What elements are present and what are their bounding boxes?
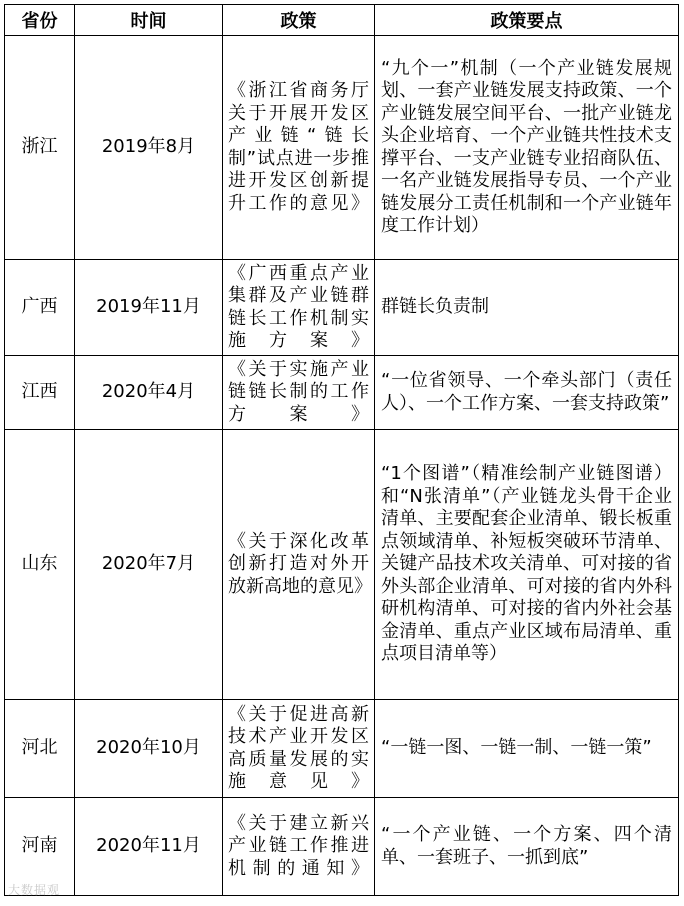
watermark-text: 大数据观 (8, 883, 61, 897)
policy-cell: 《关于建立新兴产业链工作推进机制的通知》 (223, 798, 375, 896)
table-row-hebei (5, 700, 679, 798)
province-cell: 河北 (5, 700, 75, 798)
province-cell: 江西 (5, 356, 75, 430)
table-row-jiangxi (5, 356, 679, 430)
header-policy-points: 政策要点 (375, 5, 679, 36)
time-cell: 2020年11月 (75, 798, 223, 896)
province-cell: 河南 (5, 798, 75, 896)
policy-points-cell: “九个一”机制（一个产业链发展规划、一套产业链发展支持政策、一个产业链发展空间平台、一批产业链龙头企业培育、一个产业链共性技术支撑平台、一支产业链专业招商队伍、一名产业链发展指导专员、一个产业链发展分工责任机制和一个产业链年度工作计划） (375, 36, 679, 260)
time-cell: 2020年4月 (75, 356, 223, 430)
policy-table (4, 4, 679, 896)
header-province: 省份 (5, 5, 75, 36)
policy-points-cell: “一位省领导、一个牵头部门（责任人）、一个工作方案、一套支持政策” (375, 356, 679, 430)
policy-cell: 《关于促进高新技术产业开发区高质量发展的实施意见》 (223, 700, 375, 798)
policy-cell: 《关于深化改革创新打造对外开放新高地的意见》 (223, 430, 375, 700)
province-cell: 浙江 (5, 36, 75, 260)
policy-cell: 《关于实施产业链链长制的工作方案》 (223, 356, 375, 430)
header-row (5, 5, 679, 36)
province-cell: 广西 (5, 260, 75, 356)
policy-cell: 《浙江省商务厅关于开展开发区产业链“链长制”试点进一步推进开发区创新提升工作的意见》 (223, 36, 375, 260)
policy-points-cell: “一个产业链、一个方案、四个清单、一套班子、一抓到底” (375, 798, 679, 896)
province-cell: 山东 (5, 430, 75, 700)
header-time: 时间 (75, 5, 223, 36)
header-policy: 政策 (223, 5, 375, 36)
table-row-zhejiang (5, 36, 679, 260)
policy-cell: 《广西重点产业集群及产业链群链长工作机制实施方案》 (223, 260, 375, 356)
policy-points-cell: “1个图谱”（精准绘制产业链图谱）和“N张清单”（产业链龙头骨干企业清单、主要配套企业清单、锻长板重点领域清单、补短板突破环节清单、关键产品技术攻关清单、可对接的省外头部企业清单、可对接的省内外科研机构清单、可对接的省内外社会基金清单、重点产业区域布局清单、重点项目清单等） (375, 430, 679, 700)
table-row-shandong (5, 430, 679, 700)
policy-points-cell: “一链一图、一链一制、一链一策” (375, 700, 679, 798)
table-row-guangxi (5, 260, 679, 356)
time-cell: 2020年10月 (75, 700, 223, 798)
policy-points-cell: 群链长负责制 (375, 260, 679, 356)
time-cell: 2019年8月 (75, 36, 223, 260)
table-row-henan (5, 798, 679, 896)
time-cell: 2019年11月 (75, 260, 223, 356)
time-cell: 2020年7月 (75, 430, 223, 700)
